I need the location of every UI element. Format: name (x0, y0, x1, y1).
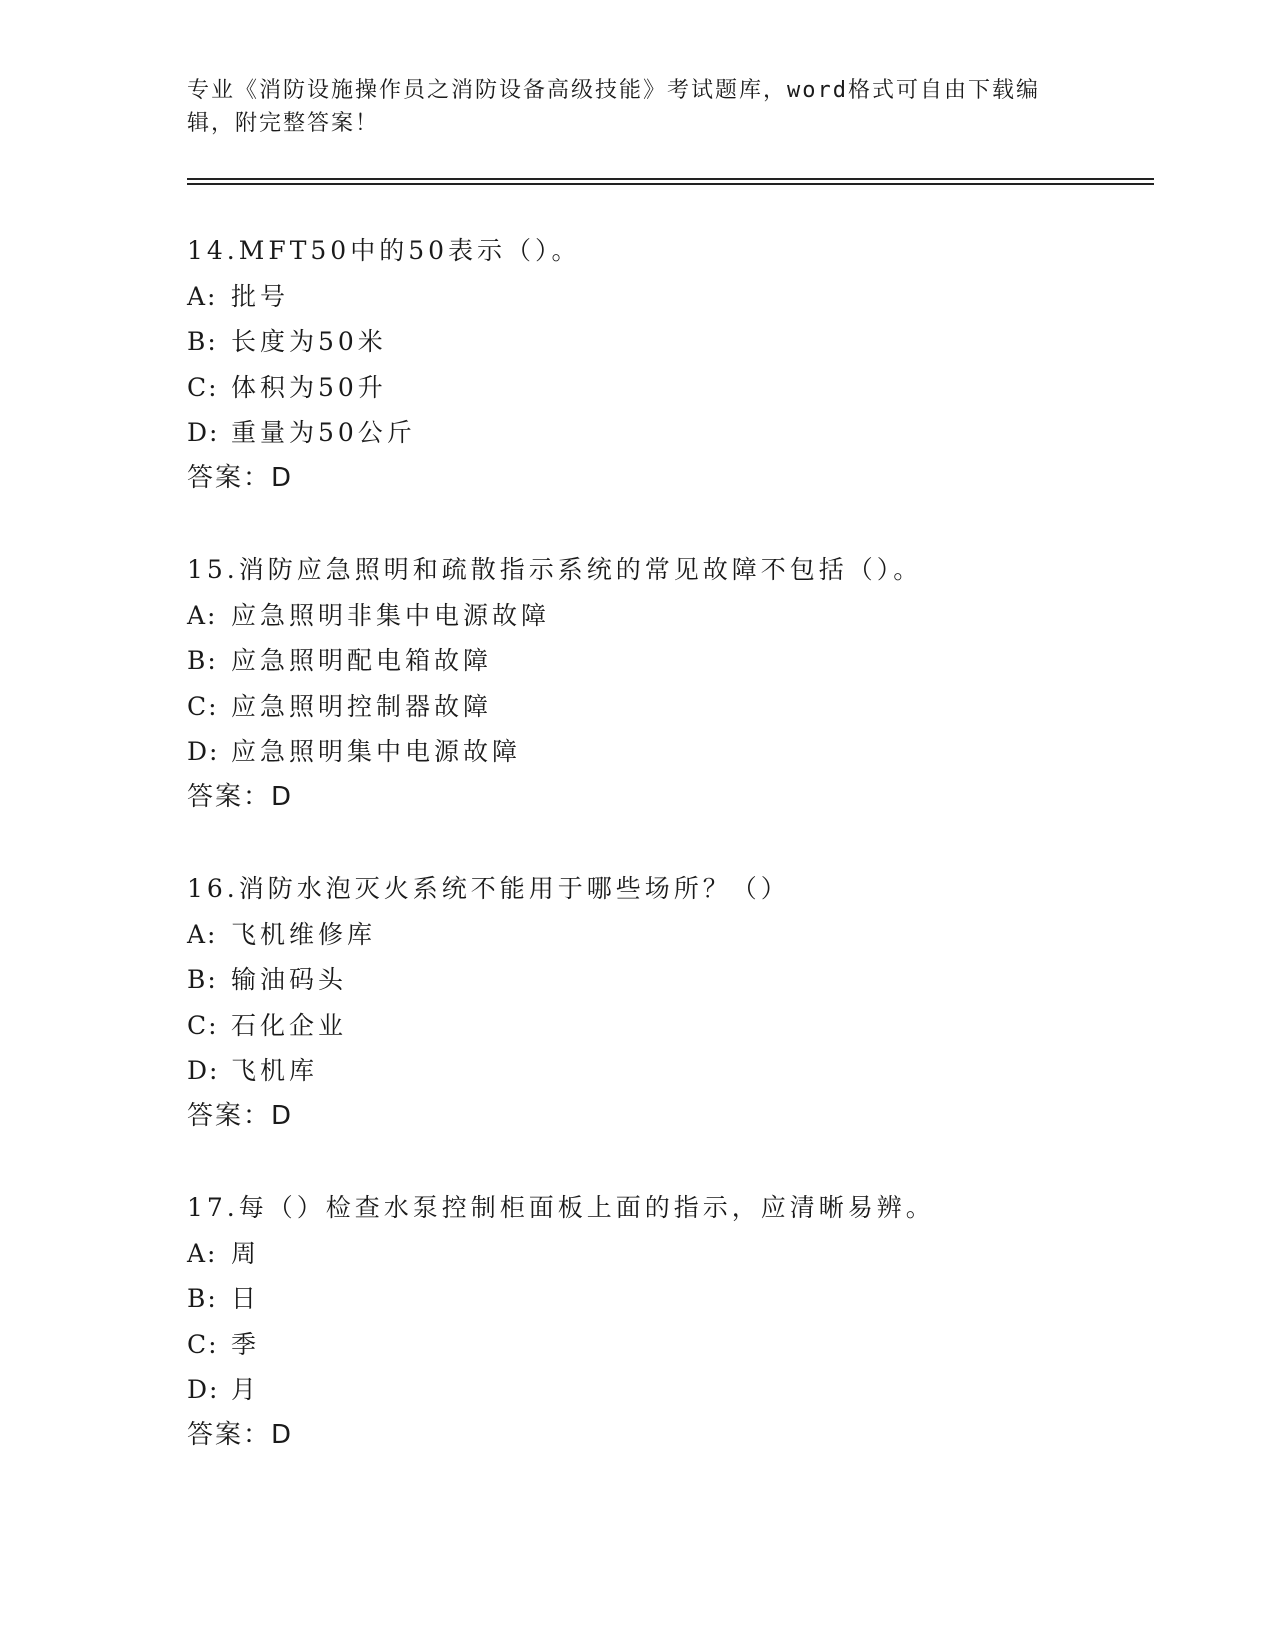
option-b (187, 1276, 1147, 1322)
option-text: 应急照明配电箱故障 (231, 646, 493, 675)
answer: 答案：D (187, 1100, 294, 1131)
option-a (187, 1231, 1147, 1277)
question-17 (187, 1185, 1147, 1458)
header-line-1: 专业《消防设施操作员之消防设备高级技能》考试题库，word格式可自由下载编 (187, 78, 1040, 103)
question-stem: 17.每（）检查水泵控制柜面板上面的指示，应清晰易辨。 (187, 1193, 935, 1222)
option-text: 体积为50升 (231, 372, 387, 402)
header-divider-bottom (187, 183, 1154, 185)
document-header (187, 74, 1067, 140)
option-text: 输油码头 (231, 965, 348, 994)
option-key: A: (187, 1238, 218, 1268)
option-text: 飞机维修库 (231, 919, 377, 949)
option-key: C: (187, 1010, 219, 1040)
option-a (187, 912, 1147, 958)
option-text: 周 (231, 1238, 261, 1268)
header-divider-top (187, 178, 1154, 180)
option-text: 季 (231, 1329, 261, 1359)
option-key: B: (187, 327, 218, 356)
option-key: D: (187, 1056, 220, 1085)
option-text: 重量为50公斤 (231, 418, 416, 447)
option-key: C: (187, 372, 219, 402)
question-stem: 16.消防水泡灭火系统不能用于哪些场所？（） (187, 874, 790, 903)
option-key: D: (187, 1375, 220, 1404)
option-d (187, 1367, 1147, 1413)
header-line-2: 辑，附完整答案！ (187, 111, 380, 136)
option-key: C: (187, 1329, 219, 1359)
option-text: 月 (231, 1375, 261, 1404)
option-key: A: (187, 919, 218, 949)
option-key: A: (187, 600, 218, 630)
option-key: C: (187, 691, 219, 721)
option-d (187, 729, 1147, 775)
option-key: D: (187, 418, 220, 447)
option-c (187, 365, 1147, 411)
option-a (187, 593, 1147, 639)
option-key: B: (187, 646, 218, 675)
option-text: 应急照明非集中电源故障 (231, 600, 551, 630)
option-text: 飞机库 (231, 1056, 319, 1085)
option-text: 应急照明控制器故障 (231, 691, 493, 721)
option-text: 批号 (231, 281, 290, 311)
answer: 答案：D (187, 781, 294, 812)
question-stem: 15.消防应急照明和疏散指示系统的常见故障不包括（）。 (187, 555, 923, 584)
option-text: 日 (231, 1284, 261, 1313)
answer: 答案：D (187, 462, 294, 493)
option-c (187, 684, 1147, 730)
option-b (187, 957, 1147, 1003)
option-key: D: (187, 737, 220, 766)
option-c (187, 1003, 1147, 1049)
question-stem: 14.MFT50中的50表示（）。 (187, 236, 581, 265)
option-text: 长度为50米 (231, 327, 387, 356)
question-14 (187, 228, 1147, 501)
option-key: B: (187, 1284, 218, 1313)
option-d (187, 410, 1147, 456)
option-c (187, 1322, 1147, 1368)
answer: 答案：D (187, 1419, 294, 1450)
question-15 (187, 547, 1147, 820)
option-b (187, 319, 1147, 365)
option-d (187, 1048, 1147, 1094)
option-text: 应急照明集中电源故障 (231, 737, 522, 766)
option-b (187, 638, 1147, 684)
option-text: 石化企业 (231, 1010, 348, 1040)
question-16 (187, 866, 1147, 1139)
option-key: B: (187, 965, 218, 994)
option-a (187, 274, 1147, 320)
option-key: A: (187, 281, 218, 311)
